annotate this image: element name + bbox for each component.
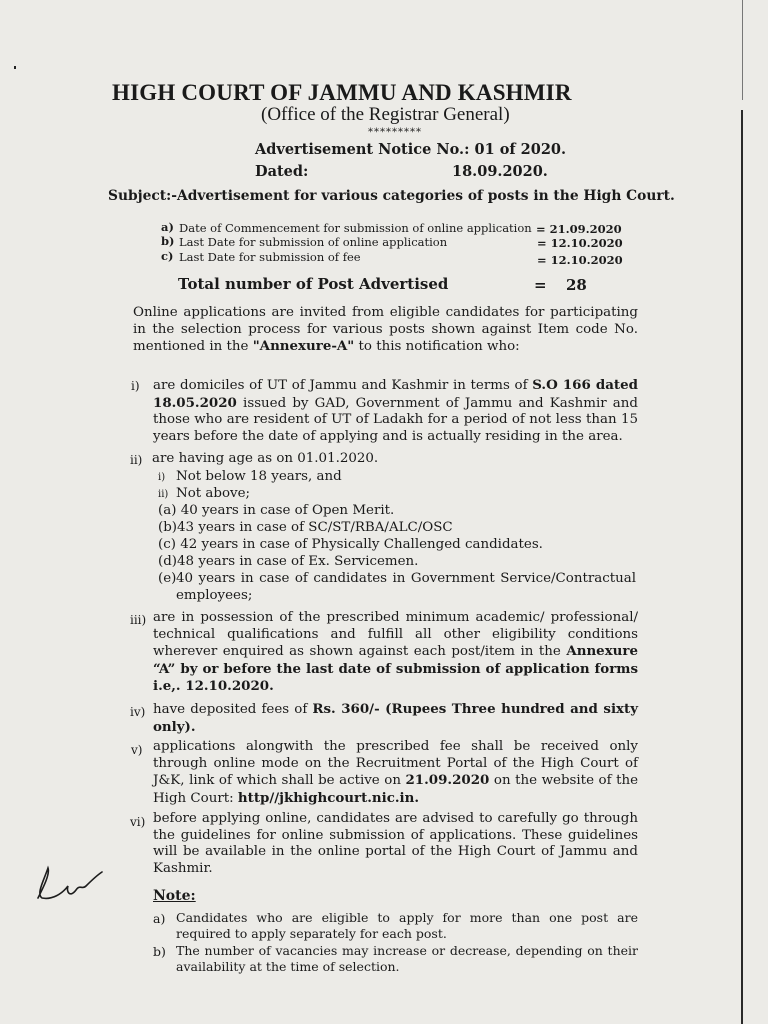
date-a-label: Date of Commencement for submission of online application bbox=[179, 221, 532, 235]
intro-tail: to this notification who: bbox=[354, 339, 520, 354]
age-limit-e-mark: (e) bbox=[158, 571, 177, 586]
date-a-value: = 21.09.2020 bbox=[536, 222, 622, 236]
total-value: 28 bbox=[566, 276, 587, 294]
item-i-part1: are domiciles of UT of Jammu and Kashmir in terms of bbox=[153, 378, 533, 393]
date-a-mark: a) bbox=[161, 220, 174, 234]
item-v-date: 21.09.2020 bbox=[405, 772, 490, 788]
item-iv-bold: Rs. 360/- (Rupees Three hundred and sixty only). bbox=[153, 701, 638, 735]
scan-dot bbox=[14, 66, 16, 69]
item-i-text bbox=[153, 377, 638, 445]
total-label: Total number of Post Advertised bbox=[178, 275, 449, 293]
item-ii-text: are having age as on 01.01.2020. bbox=[152, 451, 379, 466]
item-i-part2: issued by GAD, Government of Jammu and Kashmir and those who are resident of UT of Ladakh for a period of not less than 15 years before the date of applying and is actually residing in the area. bbox=[153, 395, 638, 444]
scan-edge-line bbox=[741, 110, 743, 1024]
item-ii-sub1: Not below 18 years, and bbox=[176, 469, 342, 484]
note-b-text: The number of vacancies may increase or decrease, depending on their availability at the time of selection. bbox=[176, 943, 638, 974]
date-c-label: Last Date for submission of fee bbox=[179, 250, 361, 264]
date-b-value: = 12.10.2020 bbox=[537, 236, 623, 250]
item-v-part1: applications alongwith the prescribed fee shall be received only through online mode on the Recruitment Portal of the High Court of J&K, link of which shall be active on bbox=[153, 739, 638, 788]
note-heading: Note: bbox=[153, 888, 196, 904]
item-ii-mark: ii) bbox=[130, 453, 143, 467]
item-v-text bbox=[153, 739, 638, 807]
dated-label: Dated: bbox=[255, 163, 309, 180]
age-limit-e: 40 years in case of candidates in Government Service/Contractual employees; bbox=[176, 571, 636, 603]
date-c-value: = 12.10.2020 bbox=[537, 253, 623, 267]
note-a-mark: a) bbox=[153, 911, 166, 926]
item-iv-mark: iv) bbox=[130, 705, 146, 719]
item-iii-text bbox=[153, 610, 638, 696]
age-limit-b: (b)43 years in case of SC/ST/RBA/ALC/OSC bbox=[158, 520, 453, 535]
note-a-text: Candidates who are eligible to apply for more than one post are required to apply separately for each post. bbox=[176, 910, 638, 941]
item-vi-mark: vi) bbox=[130, 815, 146, 829]
item-v-url: http//jkhighcourt.nic.in. bbox=[237, 789, 420, 806]
subject-line: Subject:-Advertisement for various categories of posts in the High Court. bbox=[108, 188, 675, 204]
date-c-mark: c) bbox=[161, 249, 174, 263]
item-ii-sub2: Not above; bbox=[176, 486, 251, 501]
age-limit-d: (d)48 years in case of Ex. Servicemen. bbox=[158, 554, 419, 569]
office-subtitle: (Office of the Registrar General) bbox=[261, 104, 510, 125]
item-ii-sub2-mark: ii) bbox=[158, 489, 169, 500]
item-i-mark: i) bbox=[131, 379, 140, 393]
total-eq: = bbox=[534, 276, 547, 294]
age-limit-c: (c) 42 years in case of Physically Challenged candidates. bbox=[158, 537, 543, 552]
age-limit-a: (a) 40 years in case of Open Merit. bbox=[158, 503, 395, 518]
date-b-mark: b) bbox=[161, 234, 175, 248]
item-iii-mark: iii) bbox=[130, 613, 147, 627]
intro-paragraph bbox=[133, 305, 638, 356]
item-v-mark: v) bbox=[131, 743, 143, 757]
item-iv-part1: have deposited fees of bbox=[153, 702, 313, 717]
court-title: HIGH COURT OF JAMMU AND KASHMIR bbox=[112, 80, 572, 105]
scan-edge-line-top bbox=[742, 0, 743, 100]
date-b-label: Last Date for submission of online application bbox=[179, 235, 448, 249]
item-ii-sub1-mark: i) bbox=[158, 472, 166, 483]
item-iii-part1: are in possession of the prescribed minimum academic/ professional/ technical qualifications and fulfill all other eligibility conditions wherever enquired as shown against each post/item in the bbox=[153, 610, 638, 659]
stars-divider: ********* bbox=[368, 127, 422, 138]
item-vi-text: before applying online, candidates are advised to carefully go through the guidelines for online submission of applications. These guidelines will be available in the online portal of the High Court of Jammu and Kashmir. bbox=[153, 811, 638, 876]
intro-text: Online applications are invited from eligible candidates for participating in the selection process for various posts shown against Item code No. mentioned in the bbox=[133, 305, 638, 354]
annexure-ref: "Annexure-A" bbox=[252, 338, 355, 354]
dated-value: 18.09.2020. bbox=[452, 163, 548, 180]
note-b-mark: b) bbox=[153, 944, 166, 959]
item-i-bold: S.O 166 dated 18.05.2020 bbox=[153, 377, 638, 411]
item-v-part2: on the website of the High Court: bbox=[153, 773, 638, 806]
item-iii-bold: Annexure “A” by or before the last date of submission of application forms i.e,. 12.10.2020. bbox=[153, 643, 638, 694]
item-iv-text bbox=[153, 701, 638, 736]
notice-number: Advertisement Notice No.: 01 of 2020. bbox=[255, 141, 567, 158]
signature-scribble bbox=[30, 860, 110, 904]
signature bbox=[30, 860, 110, 904]
